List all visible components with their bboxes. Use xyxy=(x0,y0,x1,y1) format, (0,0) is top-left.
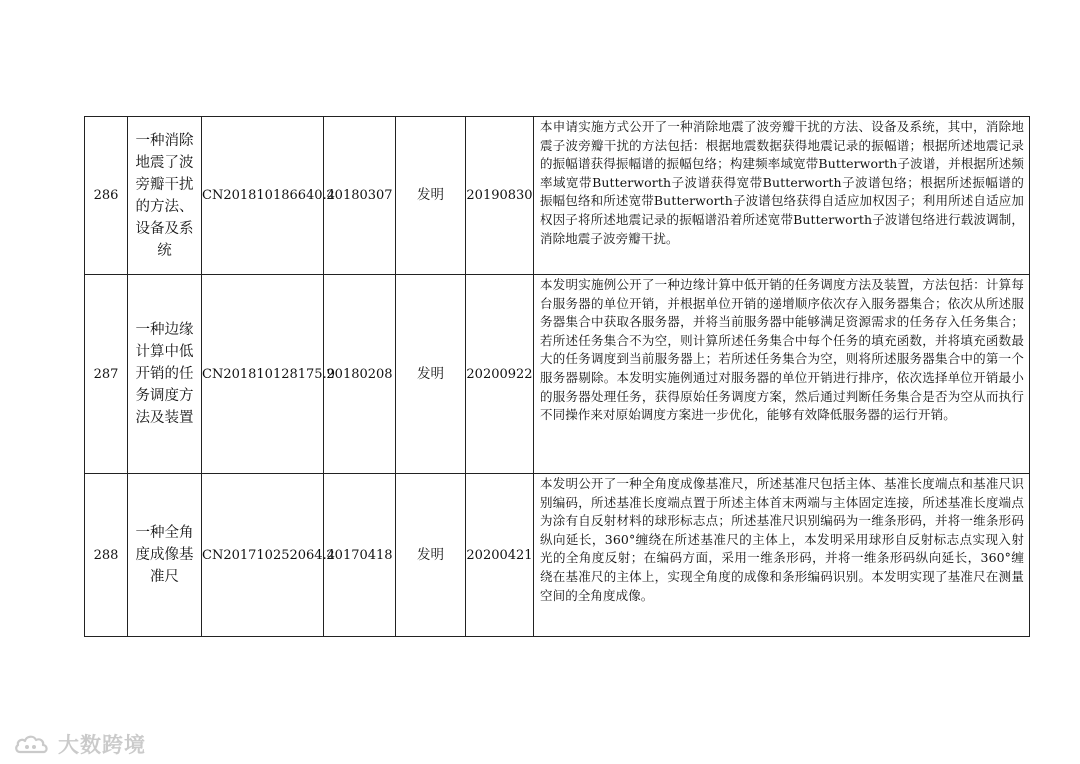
cell-abstract: 本发明实施例公开了一种边缘计算中低开销的任务调度方法及装置，方法包括：计算每台服务器的单位开销，并根据单位开销的递增顺序依次存入服务器集合；依次从所述服务器集合中获取各服务器，并将当前服务器中能够满足资源需求的任务存入任务集合；若所述任务集合不为空，则计算所述任务集合中每个任务的填充函数，并将填充函数最大的任务调度到当前服务器上；若所述任务集合为空，则将所述服务器集合中的第一个服务器剔除。本发明实施例通过对服务器的单位开销进行排序，依次选择单位开销最小的服务器处理任务，获得原始任务调度方案，然后通过判断任务集合是否为空从而执行不同操作来对原始调度方案进一步优化，能够有效降低服务器的运行开销。 xyxy=(534,275,1030,474)
cell-filing-date: 20180307 xyxy=(324,117,396,275)
cell-type: 发明 xyxy=(396,275,466,474)
cell-name: 一种边缘计算中低开销的任务调度方法及装置 xyxy=(128,275,202,474)
cell-application-no: CN201710252064.4 xyxy=(202,474,324,637)
cell-abstract: 本发明公开了一种全角度成像基准尺，所述基准尺包括主体、基准长度端点和基准尺识别编码，所述基准长度端点置于所述主体首末两端与主体固定连接，所述基准长度端点为涂有自反射材料的球形标志点；所述基准尺识别编码为一维条形码，并将一维条形码纵向延长，360°缠绕在所述基准尺的主体上，本发明采用球形自反射标志点实现入射光的全角度反射；在编码方面，采用一维条形码，并将一维条形码纵向延长，360°缠绕在基准尺的主体上，实现全角度的成像和条形编码识别。本发明实现了基准尺在测量空间的全角度成像。 xyxy=(534,474,1030,637)
table-row xyxy=(85,117,1030,275)
cell-publication-date: 20190830 xyxy=(466,117,534,275)
cell-publication-date: 20200421 xyxy=(466,474,534,637)
cell-no: 287 xyxy=(85,275,128,474)
cell-abstract: 本申请实施方式公开了一种消除地震了波旁瓣干扰的方法、设备及系统，其中，消除地震子波旁瓣干扰的方法包括：根据地震数据获得地震记录的振幅谱；根据所述地震记录的振幅谱获得振幅谱的振幅包络；构建频率域宽带Butterworth子波谱，并根据所述频率域宽带Butterworth子波谱获得宽带Butterworth子波谱包络；根据所述振幅谱的振幅包络和所述宽带Butterworth子波谱包络获得自适应加权因子；利用所述自适应加权因子将所述地震记录的振幅谱沿着所述宽带Butterworth子波谱包络进行载波调制，消除地震子波旁瓣干扰。 xyxy=(534,117,1030,275)
cell-filing-date: 20180208 xyxy=(324,275,396,474)
cell-filing-date: 20170418 xyxy=(324,474,396,637)
cloud-logo-icon xyxy=(14,732,54,756)
cell-publication-date: 20200922 xyxy=(466,275,534,474)
cell-type: 发明 xyxy=(396,474,466,637)
table-row xyxy=(85,474,1030,637)
watermark xyxy=(14,730,146,758)
cell-application-no: CN201810186640.4 xyxy=(202,117,324,275)
cell-name: 一种消除地震了波旁瓣干扰的方法、设备及系统 xyxy=(128,117,202,275)
watermark-text: 大数跨境 xyxy=(58,733,146,757)
cell-name: 一种全角度成像基准尺 xyxy=(128,474,202,637)
patent-table xyxy=(84,116,1030,637)
cell-type: 发明 xyxy=(396,117,466,275)
cell-application-no: CN201810128175.9 xyxy=(202,275,324,474)
cell-no: 286 xyxy=(85,117,128,275)
table-row xyxy=(85,275,1030,474)
cell-no: 288 xyxy=(85,474,128,637)
